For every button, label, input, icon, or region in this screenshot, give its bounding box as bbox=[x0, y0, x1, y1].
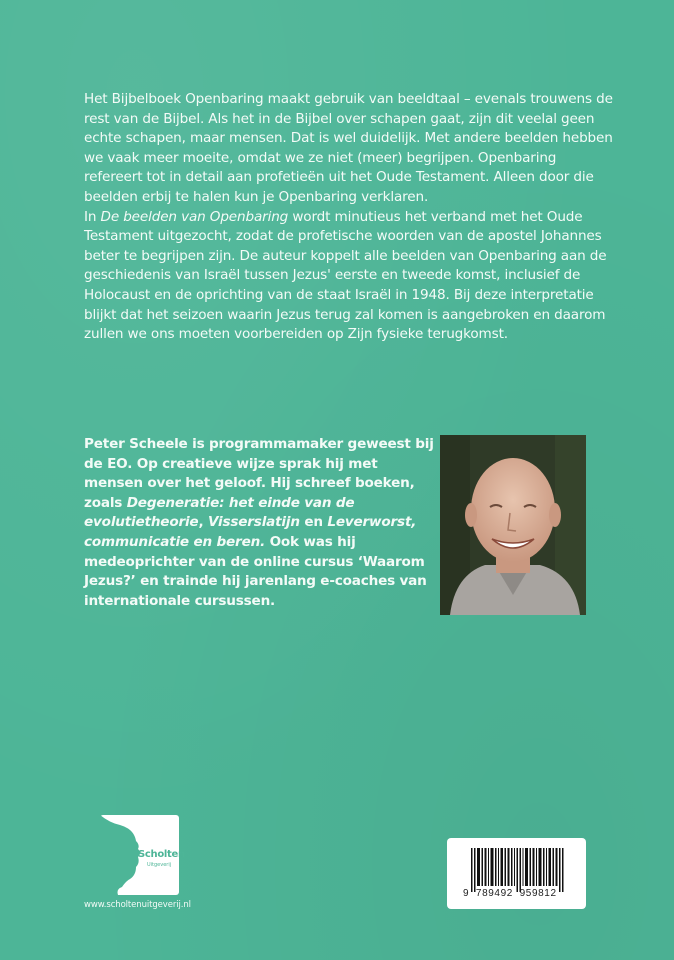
bio-sep-2: en bbox=[299, 514, 328, 531]
isbn-digits: 9 789492 959812 bbox=[463, 888, 557, 899]
publisher-logo-name: Scholten bbox=[138, 849, 185, 860]
publisher-logo bbox=[100, 815, 185, 895]
blurb-paragraph-2 bbox=[84, 208, 614, 345]
author-bio bbox=[84, 435, 434, 611]
bio-book-2: Visserslatijn bbox=[207, 514, 300, 531]
barcode-icon bbox=[471, 848, 565, 892]
publisher-logo-sub: Uitgeverij bbox=[147, 862, 172, 868]
book-title: De beelden van Openbaring bbox=[100, 208, 289, 225]
author-portrait-icon bbox=[440, 435, 586, 615]
bio-part-1: Peter Scheele is programmamaker geweest bij de EO. Op creatieve wijze sprak hij met mensen over het geloof. Hij schreef boeken, zoals bbox=[84, 436, 434, 511]
blurb-text bbox=[84, 90, 614, 345]
bio-sep-1: , bbox=[198, 514, 208, 531]
bio-book-1: Degeneratie: het einde van de evolutietheorie bbox=[84, 494, 355, 531]
publisher-url[interactable]: www.scholtenuitgeverij.nl bbox=[84, 900, 191, 910]
bio-book-3: Leverworst, communicatie en beren. bbox=[84, 514, 417, 550]
author-photo bbox=[440, 435, 586, 615]
blurb-p2-rest: wordt minutieus het verband met het Oude Testament uitgezocht, zodat de profetische woorden van de apostel Johannes beter te begrijpen zijn. De auteur koppelt alle beelden van Openbaring aan de geschiedenis van Israël tussen Jezus' eerste en tweede komst, inclusief de Holocaust en de oprichting van de staat Israël in 1948. Bij deze interpretatie blijkt dat het seizoen waarin Jezus terug zal komen is aangebroken en daarom zullen we ons moeten voorbereiden op Zijn fysieke terugkomst. bbox=[84, 208, 607, 343]
blurb-p2-prefix: In bbox=[84, 208, 101, 225]
bio-part-2: Ook was hij medeoprichter van de online cursus ‘Waarom Jezus?’ en trainde hij jarenlang e-coaches van internationale cursussen. bbox=[84, 533, 427, 609]
blurb-paragraph-1: Het Bijbelboek Openbaring maakt gebruik van beeldtaal – evenals trouwens de rest van de Bijbel. Als het in de Bijbel over schapen gaat, zijn dit veelal geen echte schapen, maar mensen. Dat is wel duidelijk. Met andere beelden hebben we vaak meer moeite, omdat we ze niet (meer) begrijpen. Openbaring refereert tot in detail aan profetieën uit het Oude Testament. Alleen door die beelden erbij te halen kun je Openbaring verklaren. bbox=[84, 91, 613, 205]
isbn-barcode bbox=[447, 838, 586, 909]
